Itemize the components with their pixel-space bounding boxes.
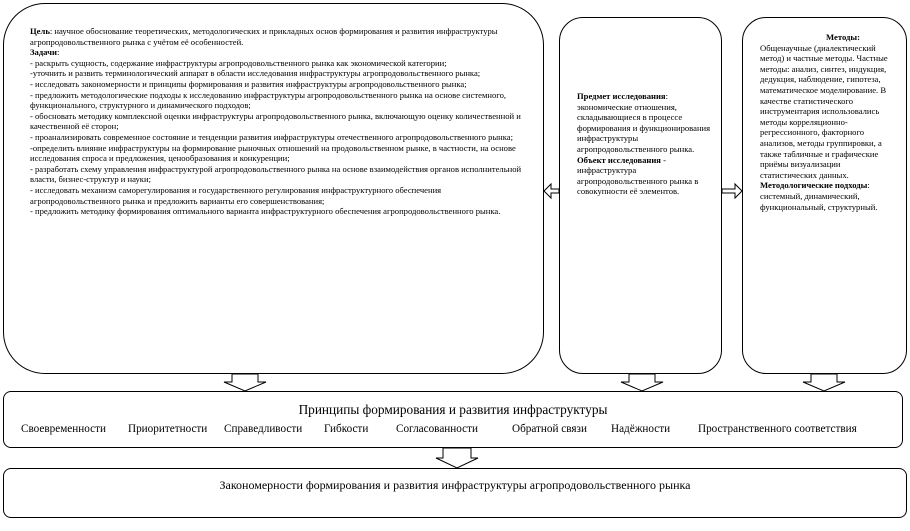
arrow-principles-to-laws (436, 448, 478, 468)
task-item: - проанализировать современное состояние и тенденции развития инфраструктуры отечественного агропродовольственного рынка; (30, 131, 514, 142)
goal-tasks-block (3, 3, 544, 374)
subject-text: : экономические отношения, складывающиеся в процессе формирования и функционирования инфраструктуры агропродовольственного рынка. (577, 91, 711, 154)
principles-block (3, 391, 903, 448)
methods-title: Методы: (826, 32, 860, 42)
laws-title: Закономерности формирования и развития инфраструктуры агропродовольственного рынка (219, 478, 691, 492)
task-item: - разработать схему управления инфраструктурой агропродовольственного рынка на основе взаимодействия органов исполнительной власти, бизнес-структур и науки; (30, 163, 522, 185)
principle-item: Своевременности (21, 423, 106, 435)
arrow-subject-to-goal (544, 184, 559, 198)
laws-block (3, 468, 907, 518)
principle-item: Обратной связи (512, 423, 587, 435)
methods-block (742, 17, 907, 374)
task-item: -уточнить и развить терминологический аппарат в области исследования инфраструктуры агропродовольственного рынка; (30, 68, 481, 79)
task-item: - предложить методику формирования оптимального варианта инфраструктурного обеспечения агропродовольственного рынка. (30, 206, 501, 217)
subject-object-block (559, 17, 722, 374)
principle-item: Пространственного соответствия (698, 423, 857, 435)
goal-paragraph (30, 26, 529, 47)
arrow-subject-to-methods (722, 184, 742, 198)
goal-label: Цель (30, 26, 50, 36)
methods-text: Общенаучные (диалектический метод) и частные методы. Частные методы: анализ, синтез, индукция, дедукция, наблюдение, гипотеза, математическое моделирование. В качестве статистического инструментария использовались методы корреляционно-регрессионного, факторного анализов, методы группировки, а также табличные и графические приёмы визуализации статистических данных. (760, 42, 888, 180)
task-item: - исследовать закономерности и принципы формирования и развития инфраструктуры агропродовольственного рынка; (30, 78, 467, 89)
tasks-heading (30, 47, 529, 58)
subject-paragraph (577, 91, 711, 155)
tasks-label: Задачи (30, 47, 57, 58)
principle-item: Надёжности (611, 423, 671, 435)
task-item: - обосновать методику комплексной оценки инфраструктуры агропродовольственного рынка, включающую оценку количественной и качественной её сторон; (30, 110, 521, 132)
object-text: - инфраструктура агропродовольственного рынка в совокупности её элементов. (577, 154, 699, 197)
object-label: Объект исследования (577, 154, 661, 165)
tasks-list (30, 58, 529, 217)
principle-item: Приоритетности (128, 423, 208, 435)
arrow-goal-down (224, 374, 266, 391)
subject-label: Предмет исследования (577, 91, 666, 101)
approaches-label: Методологические подходы (760, 180, 868, 191)
principles-title: Принципы формирования и развития инфраструктуры (298, 402, 608, 417)
task-item: -определить влияние инфраструктуры на формирование рыночных отношений на продовольственном рынке, в частности, на основе исследования спроса и предложения, ценообразования и конкуренции; (30, 142, 516, 164)
task-item: - раскрыть сущность, содержание инфраструктуры агропродовольственного рынка как экономической категории; (30, 57, 447, 68)
principle-item: Справедливости (224, 423, 303, 435)
task-item: - исследовать механизм саморегулирования и государственного регулирования инфраструктурного обеспечения агропродовольственного рынка и предложить варианты его совершенствования; (30, 184, 442, 206)
object-paragraph (577, 155, 711, 197)
approaches-paragraph (760, 180, 896, 212)
arrow-methods-down (803, 374, 845, 391)
approaches-text: : системный, динамический, функциональный, структурный. (760, 180, 878, 212)
principle-item: Гибкости (324, 423, 369, 435)
principle-item: Согласованности (396, 423, 478, 435)
task-item: - предложить методологические подходы к исследованию инфраструктуры агропродовольственного рынка на основе системного, функционального, структурного и динамического подходов; (30, 89, 507, 111)
tasks-colon: : (56, 47, 60, 58)
goal-text: : научное обоснование теоретических, методологических и прикладных основ формирования и развития инфраструктуры агропродовольственного рынка с учётом её особенностей. (30, 26, 498, 47)
arrow-subject-down (621, 374, 663, 391)
